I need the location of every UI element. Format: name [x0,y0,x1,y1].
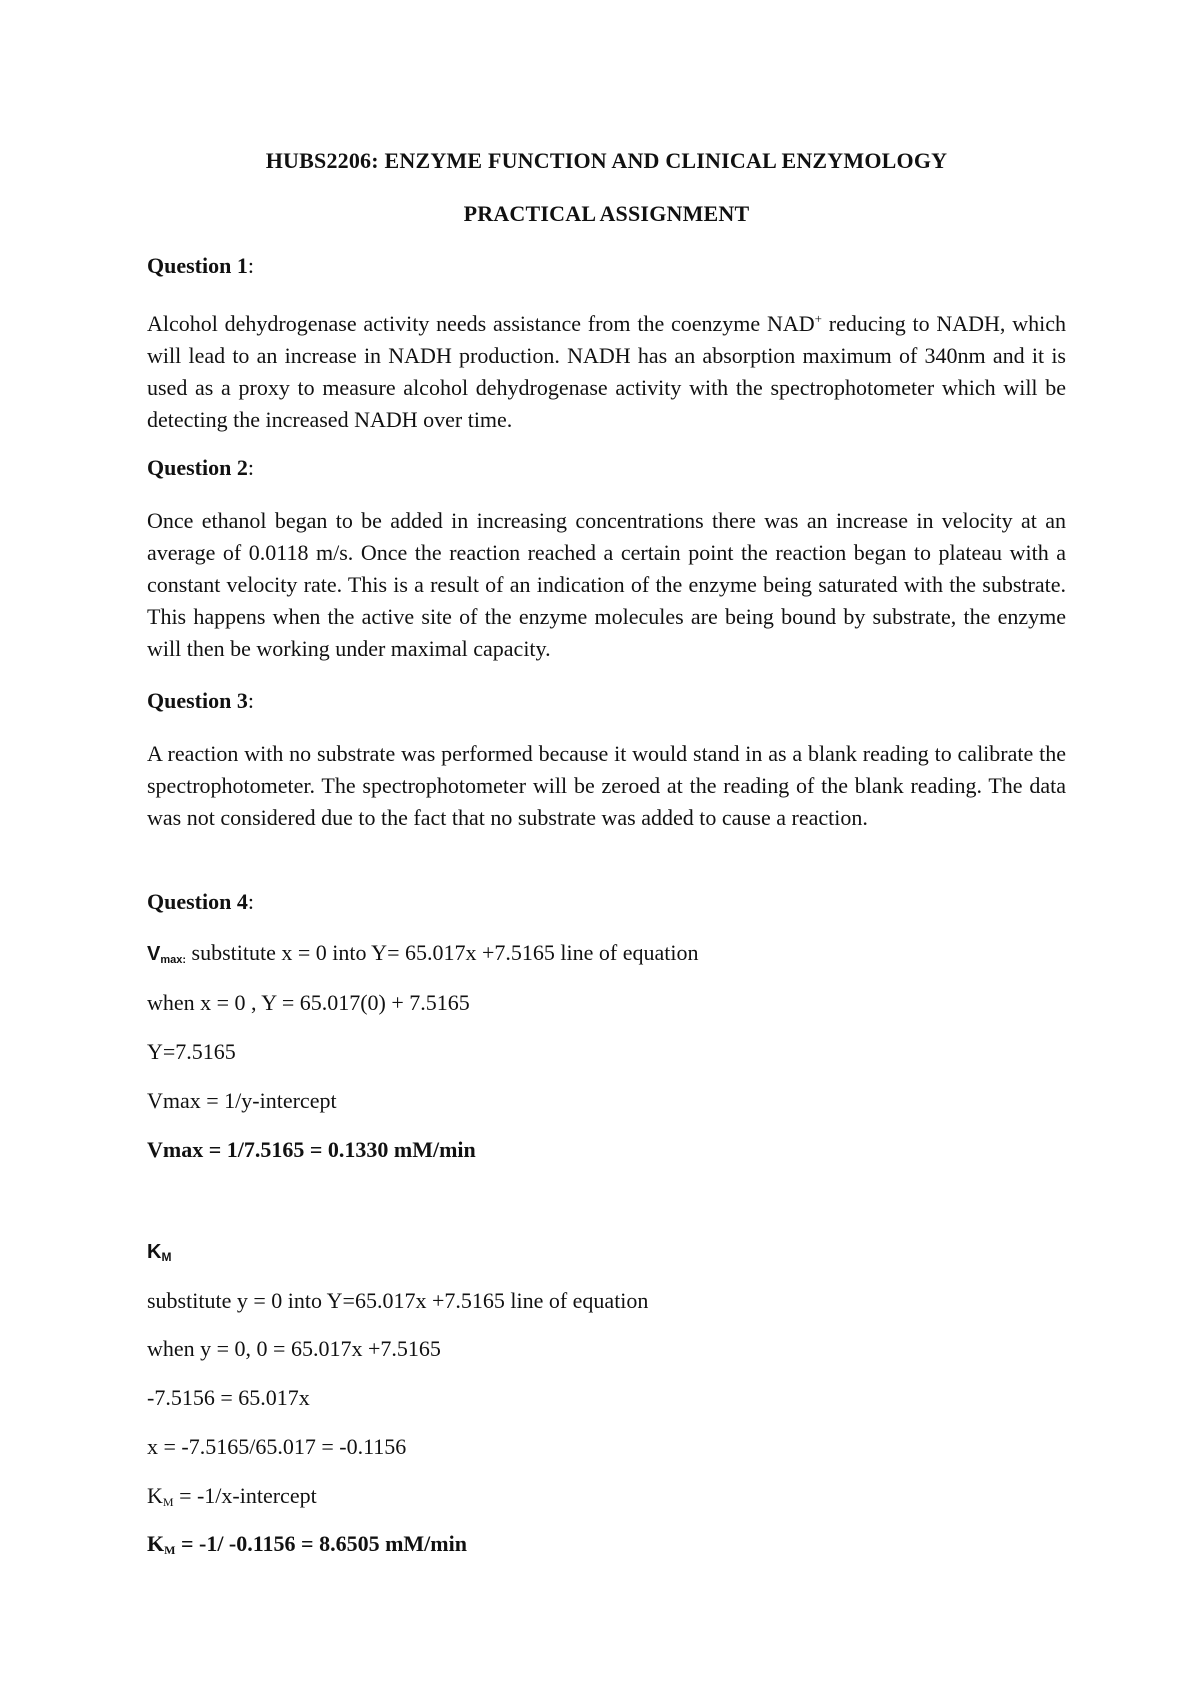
question-3-label: Question 3 [147,688,248,713]
question-2-label: Question 2 [147,455,248,480]
question-1-text-b: reducing to NADH, which will lead to an increase in NADH production. NADH has an absorption maximum of 340nm and it is used as a proxy to measure alcohol dehydrogenase activity with the spectrophotometer which will be detecting the increased NADH over time. [147,311,1066,432]
km-line-5-subscript: M [162,1495,174,1509]
question-2-heading [147,455,254,481]
question-4-heading [147,889,254,915]
question-3-colon: : [247,688,254,713]
document-subtitle: PRACTICAL ASSIGNMENT [463,201,750,226]
nad-plus-superscript: + [814,311,822,326]
km-heading [147,1238,171,1264]
vmax-result: Vmax = 1/7.5165 = 0.1330 mM/min [147,1137,476,1162]
km-result-subscript: M [164,1543,176,1557]
question-1-text-a: Alcohol dehydrogenase activity needs assistance from the coenzyme NAD [147,311,815,336]
question-1-answer [147,303,1066,436]
km-line-5 [147,1483,317,1510]
vmax-substitute-text: substitute x = 0 into Y= 65.017x +7.5165 line of equation [186,940,699,965]
km-line-2: when y = 0, 0 = 65.017x +7.5165 [147,1336,441,1361]
km-symbol: K [147,1241,162,1263]
question-3-answer: A reaction with no substrate was performed because it would stand in as a blank reading to calibrate the spectrophotometer. The spectrophotometer will be zeroed at the reading of the blank reading. The data was not considered due to the fact that no substrate was added to cause a reaction. [147,741,1066,830]
vmax-line-3: Y=7.5165 [147,1039,236,1064]
question-3-heading [147,688,254,714]
vmax-line-4: Vmax = 1/y-intercept [147,1088,337,1113]
vmax-symbol-subscript: max: [160,954,187,966]
question-2-answer: Once ethanol began to be added in increasing concentrations there was an increase in velocity at an average of 0.0118 m/s. Once the reaction reached a certain point the reaction began to plateau with a constant velocity rate. This is a result of an indication of the enzyme being saturated with the substrate. This happens when the active site of the enzyme molecules are being bound by substrate, the enzyme will then be working under maximal capacity. [147,508,1066,661]
km-line-3: -7.5156 = 65.017x [147,1385,310,1410]
km-line-4: x = -7.5165/65.017 = -0.1156 [147,1434,407,1459]
question-4-colon: : [247,889,254,914]
question-4-label: Question 4 [147,889,248,914]
document-title: HUBS2206: ENZYME FUNCTION AND CLINICAL ENZYMOLOGY [265,148,948,173]
km-symbol-subscript: M [161,1250,172,1264]
question-1-label: Question 1 [147,253,248,278]
question-1-colon: : [247,253,254,278]
km-line-5-symbol: K [147,1483,163,1508]
km-result [147,1531,467,1558]
question-1-heading [147,253,254,279]
km-result-text: = -1/ -0.1156 = 8.6505 mM/min [175,1531,467,1556]
km-line-1: substitute y = 0 into Y=65.017x +7.5165 line of equation [147,1288,649,1313]
question-2-colon: : [247,455,254,480]
vmax-line-2: when x = 0 , Y = 65.017(0) + 7.5165 [147,990,470,1015]
vmax-symbol: V [147,943,161,965]
km-line-5-text: = -1/x-intercept [173,1483,317,1508]
vmax-line-1 [147,940,698,966]
km-result-symbol: K [147,1531,165,1556]
